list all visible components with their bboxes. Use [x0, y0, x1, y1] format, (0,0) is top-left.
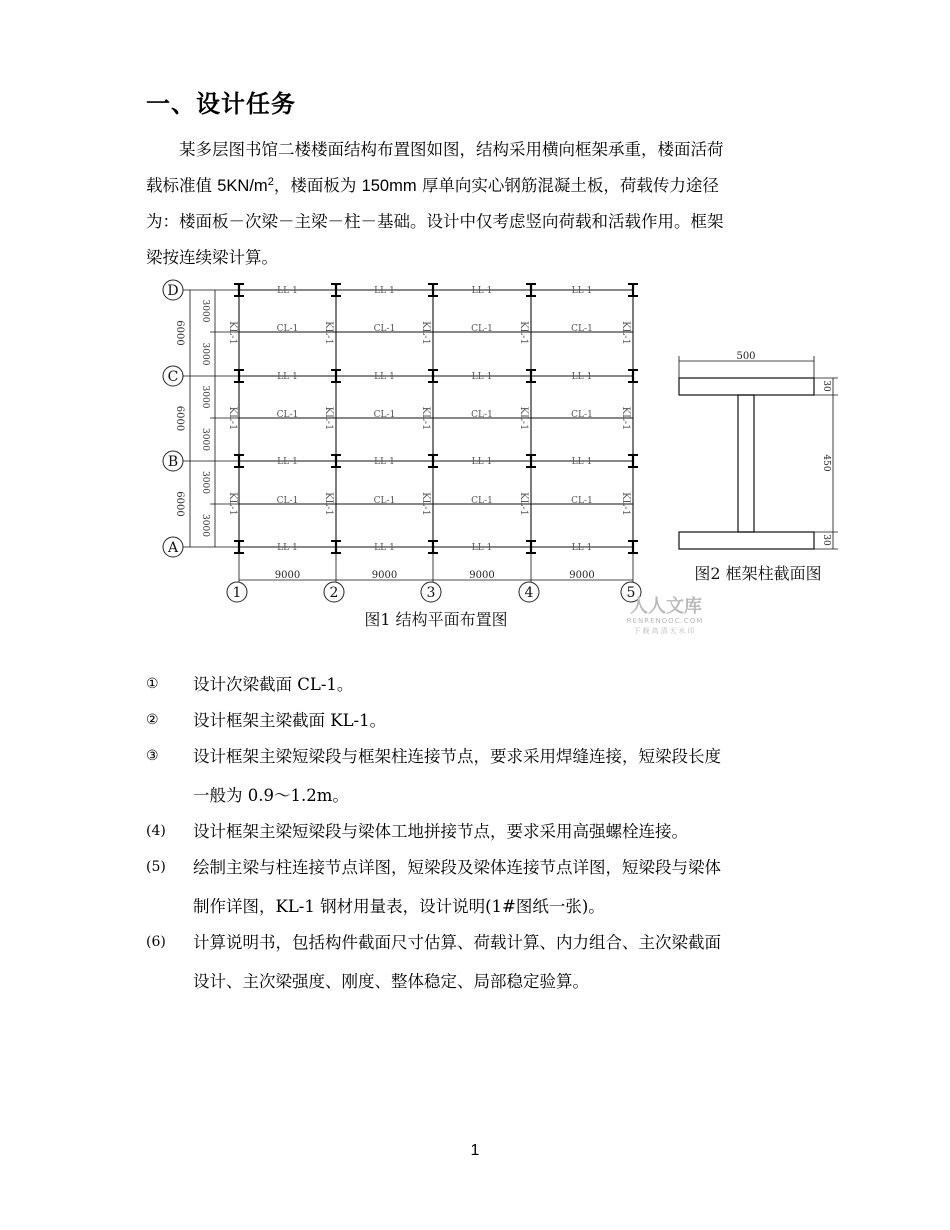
task-line: 计算说明书，包括构件截面尺寸估算、荷载计算、内力组合、主次梁截面	[193, 933, 721, 952]
ll-label: LL-1	[571, 372, 593, 382]
task-marker: (5)	[146, 859, 166, 875]
ll-label: LL-1	[471, 457, 493, 467]
task-item	[146, 851, 826, 923]
kl-label: KL-1	[323, 406, 334, 431]
task-item	[146, 740, 826, 812]
column-axis-label: 3	[426, 585, 436, 601]
ll-label: LL-1	[277, 372, 298, 382]
kl-label: KL-1	[420, 406, 431, 431]
task-marker: ③	[146, 748, 159, 764]
task-text	[193, 668, 826, 701]
kl-label: KL-1	[518, 492, 529, 516]
task-item	[146, 815, 826, 848]
task-line: 设计框架主梁截面 KL-1。	[193, 711, 387, 730]
intro-line-1: 某多层图书馆二楼楼面结构布置图如图，结构采用横向框架承重，楼面活荷	[179, 140, 724, 159]
half-bay-dimension: 3000	[200, 428, 210, 451]
section-width-dimension: 500	[736, 351, 756, 362]
row-axis-label: A	[167, 540, 179, 556]
column-axis-label: 4	[524, 585, 534, 601]
ll-label: LL-1	[571, 543, 593, 553]
cl-label: CL-1	[571, 496, 593, 506]
kl-label: KL-1	[323, 492, 334, 516]
ll-label: LL-1	[374, 286, 395, 296]
kl-label: KL-1	[420, 321, 431, 345]
half-bay-dimension: 3000	[200, 514, 210, 537]
ll-label: LL-1	[571, 286, 593, 296]
half-bay-dimension: 3000	[200, 342, 210, 366]
section-height-dimension: 30	[821, 534, 831, 546]
ll-label: LL-1	[374, 543, 395, 553]
intro-line-4: 梁按连续梁计算。	[146, 248, 278, 267]
row-axis-label: B	[167, 454, 179, 470]
kl-label: KL-1	[420, 492, 431, 516]
kl-label: KL-1	[620, 321, 631, 345]
ll-label: LL-1	[374, 457, 395, 467]
figure1-plan-layout	[163, 280, 641, 629]
cl-label: CL-1	[571, 324, 593, 334]
task-text	[193, 926, 826, 998]
cl-label: CL-1	[276, 324, 299, 334]
cl-label: CL-1	[471, 496, 493, 506]
slab-thickness: 150mm	[361, 177, 417, 195]
ll-label: LL-1	[571, 457, 593, 467]
watermark-brand: 人人文库	[630, 596, 702, 617]
ll-label: LL-1	[277, 286, 298, 296]
half-bay-dimension: 3000	[200, 385, 210, 409]
watermark-url: RENRENDOC.COM	[626, 617, 704, 625]
bay-height-dimension: 6000	[174, 491, 185, 517]
task-line: 设计框架主梁短梁段与梁体工地拼接节点，要求采用高强螺栓连接。	[193, 822, 688, 841]
column-axis-label: 1	[232, 585, 242, 601]
figure2-caption: 图2 框架柱截面图	[694, 564, 822, 583]
task-line: 设计、主次梁强度、刚度、整体稳定、局部稳定验算。	[193, 972, 589, 991]
ll-label: LL-1	[277, 457, 298, 467]
bay-width-dimension: 9000	[569, 570, 595, 581]
kl-label: KL-1	[227, 406, 238, 431]
task-list	[146, 668, 826, 998]
intro-text: ，楼面板为	[273, 176, 362, 195]
cl-label: CL-1	[276, 496, 299, 506]
kl-label: KL-1	[227, 321, 238, 345]
ll-label: LL-1	[277, 543, 298, 553]
task-line: 制作详图，KL-1 钢材用量表，设计说明(1#图纸一张)。	[193, 897, 605, 916]
half-bay-dimension: 3000	[200, 471, 210, 494]
cl-label: CL-1	[276, 410, 299, 420]
cl-label: CL-1	[471, 324, 493, 334]
row-axis-label: C	[167, 369, 179, 385]
cl-label: CL-1	[373, 410, 396, 420]
cl-label: CL-1	[571, 410, 593, 420]
bay-width-dimension: 9000	[274, 570, 301, 581]
section-height-dimension: 30	[821, 380, 831, 392]
kl-label: KL-1	[518, 321, 529, 345]
intro-text: 厚单向实心钢筋混凝土板，荷载传力途径	[416, 176, 719, 195]
ll-label: LL-1	[374, 372, 395, 382]
task-line: 设计次梁截面 CL-1。	[193, 675, 354, 694]
task-text	[193, 704, 826, 737]
top-flange	[679, 378, 814, 395]
live-load-value: 5KN/m	[217, 177, 268, 195]
task-item	[146, 704, 826, 737]
row-axis-label: D	[167, 283, 179, 299]
bay-height-dimension: 6000	[174, 320, 185, 346]
page-number: 1	[470, 1142, 480, 1159]
figure2-column-section	[679, 351, 838, 583]
task-text	[193, 851, 826, 923]
task-text	[193, 740, 826, 812]
live-load-exponent: 2	[267, 176, 274, 188]
kl-label: KL-1	[620, 492, 631, 516]
cl-label: CL-1	[471, 410, 493, 420]
task-line: 一般为 0.9～1.2m。	[193, 786, 349, 805]
task-marker: (6)	[146, 934, 166, 950]
kl-label: KL-1	[323, 321, 334, 345]
task-marker: ①	[146, 676, 159, 692]
section-heading: 一、设计任务	[146, 90, 296, 118]
task-marker: (4)	[146, 823, 166, 839]
half-bay-dimension: 3000	[200, 299, 210, 323]
task-line: 设计框架主梁短梁段与框架柱连接节点，要求采用焊缝连接，短梁段长度	[193, 747, 721, 766]
task-marker: ②	[146, 712, 159, 728]
task-item	[146, 668, 826, 701]
watermark-slogan: 下载高清无水印	[633, 627, 697, 635]
column-axis-label: 2	[329, 585, 339, 601]
task-item	[146, 926, 826, 998]
cl-label: CL-1	[373, 496, 396, 506]
bay-width-dimension: 9000	[469, 570, 495, 581]
task-text	[193, 815, 826, 848]
section-height-dimension: 450	[821, 454, 831, 472]
intro-line-3: 为：楼面板－次梁－主梁－柱－基础。设计中仅考虑竖向荷载和活载作用。框架	[146, 212, 724, 231]
ll-label: LL-1	[471, 543, 493, 553]
ll-label: LL-1	[471, 372, 493, 382]
watermark-logo	[627, 595, 704, 635]
column-axis-label: 5	[626, 585, 636, 601]
figure1-caption: 图1 结构平面布置图	[364, 610, 508, 629]
task-line: 绘制主梁与柱连接节点详图，短梁段及梁体连接节点详图，短梁段与梁体	[193, 858, 721, 877]
bay-width-dimension: 9000	[371, 570, 398, 581]
kl-label: KL-1	[227, 492, 238, 516]
web	[738, 395, 754, 532]
cl-label: CL-1	[373, 324, 396, 334]
kl-label: KL-1	[518, 406, 529, 431]
intro-text: 载标准值	[146, 176, 218, 195]
bay-height-dimension: 6000	[174, 405, 185, 432]
ll-label: LL-1	[471, 286, 493, 296]
kl-label: KL-1	[620, 406, 631, 431]
bottom-flange	[679, 532, 814, 549]
